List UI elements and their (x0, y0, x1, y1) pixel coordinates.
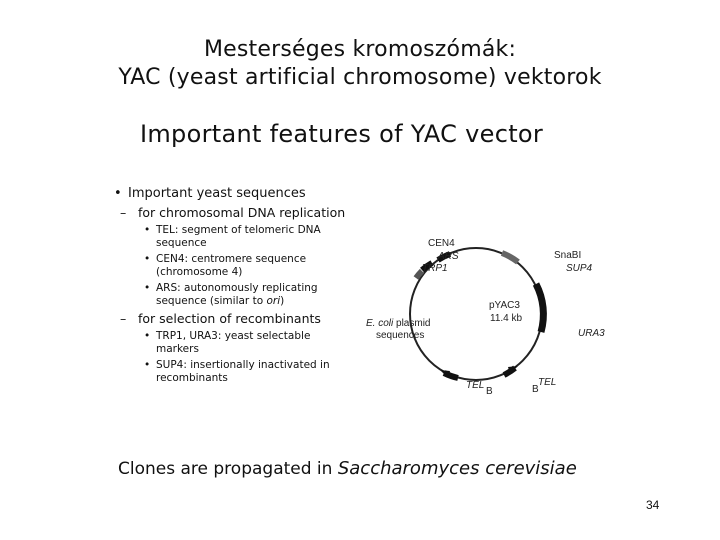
bullet-list (112, 186, 352, 384)
plasmid-name: pYAC3 (489, 300, 520, 311)
sub-bullet-selection: – for selection of recombinants (116, 311, 352, 326)
footer-prefix: Clones are propagated in (118, 459, 338, 479)
footer-species: Saccharomyces cerevisiae (337, 458, 577, 479)
label-trp1: TRP1 (422, 263, 448, 274)
item-ars-close: ) (280, 294, 285, 307)
item-sup4: • SUP4: insertionally inactivated in recombinants (142, 359, 352, 384)
sup4-segment (502, 253, 518, 262)
item-ars (142, 282, 352, 307)
slide-title-line1: Mesterséges kromoszómák: (203, 37, 517, 62)
yac-plasmid-diagram (340, 228, 650, 398)
label-b-right: B (532, 384, 539, 395)
slide-title (0, 36, 720, 92)
ecoli-line1-text (366, 318, 430, 329)
item-markers: • TRP1, URA3: yeast selectable markers (142, 330, 352, 355)
label-sup4: SUP4 (566, 263, 593, 274)
label-tel-left: TEL (466, 380, 485, 391)
item-ars-ori: ori (266, 294, 281, 307)
label-snabi: SnaBI (554, 250, 582, 261)
plasmid-size: 11.4 kb (490, 313, 523, 324)
slide-title-line2: YAC (yeast artificial chromosome) vektorok (118, 65, 602, 90)
label-ura3: URA3 (578, 328, 605, 339)
sub-bullet-replication: – for chromosomal DNA replication (116, 205, 352, 220)
label-ars: ARS (438, 251, 459, 262)
panel-heading: Important features of YAC vector (140, 120, 544, 148)
item-tel: • TEL: segment of telomeric DNA sequence (142, 224, 352, 249)
label-ecoli-line2: sequences (376, 330, 425, 341)
label-ecoli-line1 (366, 318, 430, 329)
ecoli-rest: plasmid (393, 318, 431, 329)
item-ars-text: ARS: autonomously replicating sequence (similar to (156, 282, 318, 307)
item-cen4: • CEN4: centromere sequence (chromosome 4) (142, 253, 352, 278)
ecoli-italic: E. coli (366, 318, 394, 329)
label-b-left: B (486, 386, 493, 397)
ura3-segment (536, 284, 543, 332)
page-number: 34 (646, 498, 660, 512)
footer-caption (118, 458, 577, 479)
bullet-yeast-sequences: • Important yeast sequences (112, 186, 352, 201)
label-cen4: CEN4 (428, 238, 455, 249)
label-tel-right: TEL (538, 377, 557, 388)
